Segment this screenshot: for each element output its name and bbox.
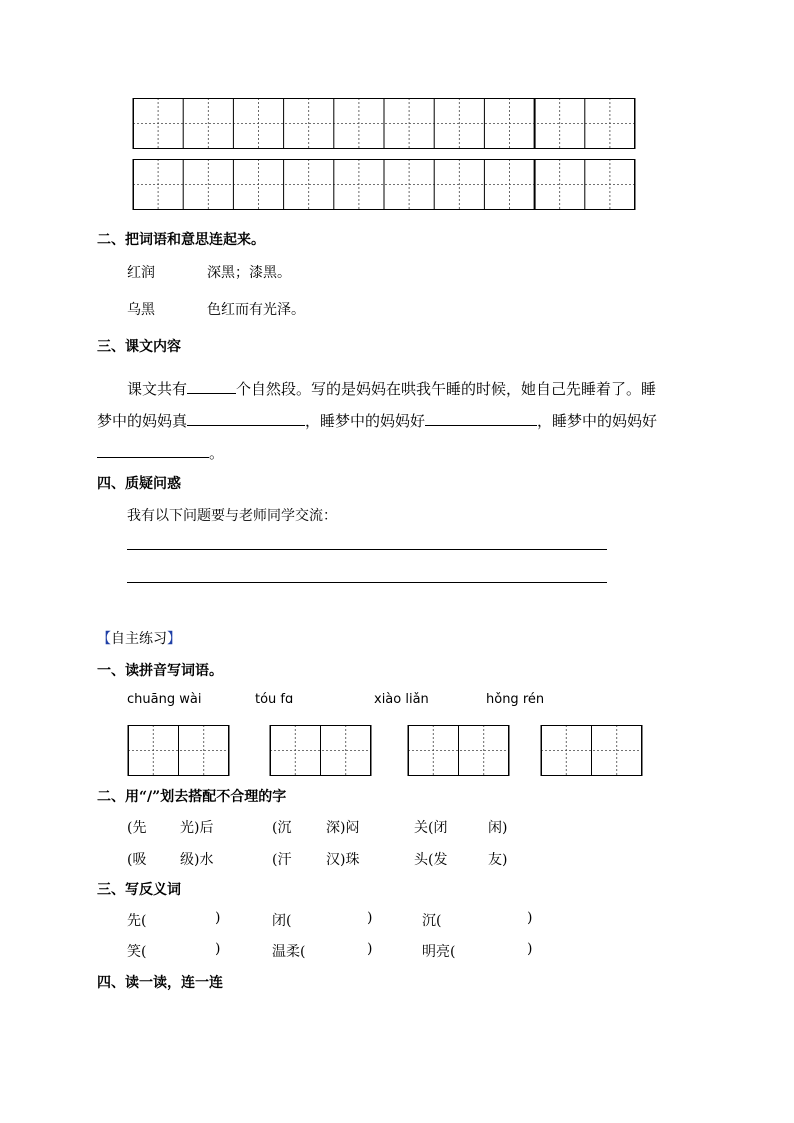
match-item[interactable]: 闲) [488, 820, 508, 836]
pinyin-grid-4[interactable] [541, 725, 642, 776]
pinyin-toufa: tóu fɑ [255, 692, 294, 707]
antonym-label-xiao: 笑( [127, 944, 147, 960]
match-item[interactable]: (汗 [272, 852, 292, 868]
practice-title-text: 自主练习 [111, 631, 167, 647]
word-hongrun: 红润 [127, 265, 155, 281]
section4-heading: 四、质疑问惑 [97, 476, 181, 492]
antonym-blank-close[interactable]: ) [367, 910, 373, 926]
match-item[interactable]: 光)后 [180, 820, 214, 836]
writing-grid-row-2[interactable] [133, 159, 635, 210]
text-segment: ，睡梦中的妈妈好 [305, 412, 426, 430]
antonym-blank-close[interactable]: ) [367, 941, 373, 957]
pinyin-xiaolian: xiào liǎn [374, 692, 429, 707]
text-segment: 梦中的妈妈真 [97, 412, 188, 430]
pinyin-hongren: hǒng rén [486, 692, 545, 707]
antonym-blank-close[interactable]: ) [527, 941, 533, 957]
pinyin-chuangwai: chuāng wài [127, 692, 202, 707]
word-wuhei: 乌黑 [127, 302, 155, 318]
text-paragraph-line3 [97, 442, 224, 463]
text-segment: 课文共有 [127, 380, 188, 398]
antonym-blank-close[interactable]: ) [215, 910, 221, 926]
match-item[interactable]: 友) [488, 852, 508, 868]
pinyin-grid-1[interactable] [128, 725, 229, 776]
match-item[interactable]: (先 [127, 820, 147, 836]
bracket-close: 】 [167, 631, 181, 647]
match-item[interactable]: 深)闷 [326, 820, 360, 836]
antonym-label-wenrou: 温柔( [272, 944, 306, 960]
bracket-open: 【 [97, 631, 111, 647]
section2-heading: 二、把词语和意思连起来。 [97, 232, 265, 248]
practice2-heading: 二、用“/”划去搭配不合理的字 [97, 789, 287, 805]
text-segment: ，睡梦中的妈妈好 [537, 412, 658, 430]
blank-answer-1[interactable] [187, 411, 305, 426]
answer-line-2[interactable] [127, 582, 607, 583]
text-paragraph-line2 [97, 410, 657, 431]
antonym-blank-close[interactable]: ) [215, 941, 221, 957]
antonym-label-chen: 沉( [422, 913, 442, 929]
match-item[interactable]: 关(闭 [414, 820, 448, 836]
match-item[interactable]: 头(发 [414, 852, 448, 868]
antonym-label-xian: 先( [127, 913, 147, 929]
practice1-heading: 一、读拼音写词语。 [97, 663, 223, 679]
antonym-label-bi: 闭( [272, 913, 292, 929]
antonym-blank-close[interactable]: ) [527, 910, 533, 926]
question-prompt: 我有以下问题要与老师同学交流： [127, 508, 337, 524]
text-segment: 个自然段。写的是妈妈在哄我午睡的时候，她自己先睡着了。睡 [236, 380, 657, 398]
match-item[interactable]: 汉)珠 [326, 852, 360, 868]
blank-answer-3[interactable] [97, 443, 209, 458]
blank-answer-2[interactable] [425, 411, 537, 426]
practice-title [97, 628, 181, 648]
practice3-heading: 三、写反义词 [97, 882, 181, 898]
section3-heading: 三、课文内容 [97, 339, 181, 355]
match-item[interactable]: (沉 [272, 820, 292, 836]
answer-line-1[interactable] [127, 549, 607, 550]
blank-paragraph-count[interactable] [187, 379, 236, 394]
writing-grid-row-1[interactable] [133, 98, 635, 149]
text-paragraph-line1 [127, 378, 656, 399]
match-item[interactable]: 级)水 [180, 852, 214, 868]
meaning-shenhei: 深黑；漆黑。 [207, 265, 291, 281]
antonym-label-mingliang: 明亮( [422, 944, 456, 960]
match-item[interactable]: (吸 [127, 852, 147, 868]
meaning-sehong: 色红而有光泽。 [207, 302, 305, 318]
pinyin-grid-2[interactable] [270, 725, 371, 776]
text-segment: 。 [209, 444, 225, 462]
pinyin-grid-3[interactable] [408, 725, 509, 776]
practice4-heading: 四、读一读，连一连 [97, 975, 223, 991]
